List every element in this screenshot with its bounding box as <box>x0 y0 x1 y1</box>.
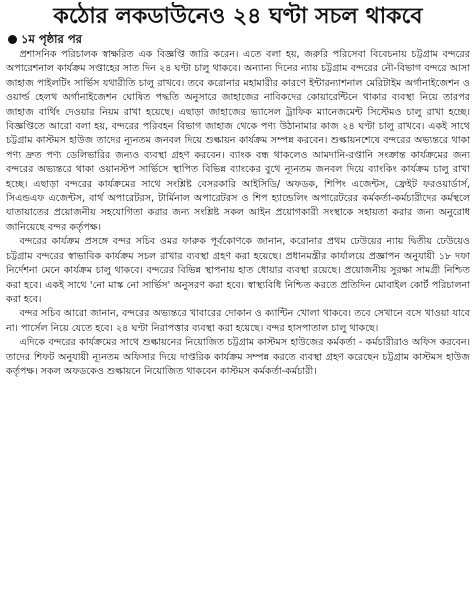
paragraph-port-secretary: বন্দরের কার্যক্রম প্রসঙ্গে বন্দর সচিব ওমর ফারুক পূর্বকোণকে জানান, করোনার প্রথম ঢেউয়ের ন্যায় দ্বিতীয় ঢেউয়েও চট্টগ্রাম বন্দরের স্বাভাবিক কার্যক্রম সচল রাখার ব্যবস্থা গ্রহণ করা হয়েছে। প্রধানমন্ত্রীর কার্যালয়ে প্রজ্ঞাপন অনুযায়ী ১৮ দফা নির্দেশনা মেনে কার্যক্রম চালু থাকবে। বন্দরের বিভিন্ন স্থাপনায় হাত ধোয়ার ব্যবস্থা রয়েছে। প্রয়োজনীয় সুরক্ষা সামগ্রী নিশ্চিত করা হবে। একই সাথে 'নো মাস্ক নো সার্ভিস' অনুসরণ করা হবে। স্বাস্থ্যবিধি নিশ্চিত করতে প্রতিদিন মোবাইল কোর্ট পরিচালনা করা হবে। <box>6 236 470 305</box>
paragraph-canteen: বন্দর সচিব আরো জানান, বন্দরের অভ্যন্তরে খাবারের দোকান ও ক্যান্টিন খোলা থাকবে। তবে সেখানে বসে খাওয়া যাবে না। পার্সেল নিয়ে যেতে হবে। ২৪ ঘণ্টা নিরাপত্তার ব্যবস্থা করা হয়েছে। বন্দর হাসপাতাল চালু থাকছে। <box>6 308 470 334</box>
paragraph-customs: এদিকে বন্দরের কার্যক্রমের সাথে শুল্কায়নের নিয়োজিত চট্টগ্রাম কাস্টমস হাউজের কর্মকর্তা - কর্মচারীরাও অফিস করবেন। তাদের শিফট অনুযায়ী ন্যূনতম অফিসার দিয়ে দাপ্তরিক কার্যক্রম সম্পন্ন করতে ব্যবস্থা গ্রহণ করেছেন চট্টগ্রাম কাস্টমস হাউজ কর্তৃপক্ষ। সকল অফডকেও শুল্কায়নে নিয়োজিত থাকবেন কাস্টমস কর্মকর্তা-কর্মচারী। <box>6 337 470 377</box>
article-headline: কঠোর লকডাউনেও ২৪ ঘণ্টা সচল থাকবে <box>53 4 423 29</box>
article-body <box>6 48 470 379</box>
paragraph-port-notice: প্রশাসনিক পরিচালক স্বাক্ষরিত এক বিজ্ঞপ্তি জারি করেন। এতে বলা হয়, জরুরি পরিসেবা বিবেচনায় চট্টগ্রাম বন্দরের অপারেশনাল কার্যক্রম সপ্তাহের সাত দিন ২৪ ঘণ্টা চালু থাকবে। অন্যান্য দিনের ন্যায় চট্টগ্রাম বন্দরের নৌ-বিভাগ বন্দরে আসা জাহাজ পাইলটিং সার্ভিস যথারীতি চালু রাখবে। তবে করোনার মহামারীর কারণে ইন্টারন্যাশনাল মেরিটাইম অর্গানাইজেশন ও ওয়ার্ল্ড হেলথ অর্গানাইজেশন ঘোষিত পদ্ধতি অনুসারে জাহাজের নাবিকদের কোয়ারেন্টিনে থাকার ব্যবস্থা নিয়ে তারপর জাহাজ বার্থিং দেওয়ার নিয়ম রাখা হয়েছে। এছাড়া জাহাজের ভ্যাসেল ট্রাফিক ম্যানেজমেন্ট সিস্টেমও চালু রাখা হচ্ছে। বিজ্ঞপ্তিতে আরো বলা হয়, বন্দরের পরিবহন বিভাগ জাহাজ থেকে পণ্য উঠানামার কাজ ২৪ ঘণ্টা চালু রাখবে। একই সাথে চট্টগ্রাম কাস্টমস হাউজ তাদের ন্যূনতম জনবল দিয়ে শুল্কায়ন কার্যক্রম সম্পন্ন করবেন। শুল্কায়নশেষে বন্দরের অভ্যন্তরে থাকা পণ্য দ্রুত পণ্য ডেলিভারির জন্যও ব্যবস্থা গ্রহণ করবেন। ব্যাংক বন্ধ থাকলেও আমদানি-রপ্তানি সংক্রান্ত কার্যক্রমের জন্য বন্দরের অভ্যন্তরে থাকা ওয়ানস্টপ সার্ভিসে স্থাপিত বিভিন্ন ব্যাংকের বুথে ন্যূনতম জনবল দিয়ে ব্যাংকিং কার্যক্রম চালু রাখা হচ্ছে। এছাড়া বন্দরের কার্যক্রমের সাথে সংশ্লিষ্ট বেসরকারি আইসিডি/ অফডক, শিপিং এজেন্টস, ফ্রেইট ফরওয়ার্ডার্স, সিএন্ডএফ এজেন্টস, বার্থ অপারেটরস, টার্মিনাল অপারেটরস ও শিপ হ্যান্ডেলিং অপারেটরের কর্মকর্তা-কর্মচারীদের কর্মস্থলে যাতায়াতের প্রয়োজনীয় সহযোগিতা করার জন্য সংশ্লিষ্ট সকল আইন প্রয়োগকারী সংস্থাকে সহায়তা করার জন্য অনুরোধ জানিয়েছে বন্দর কর্তৃপক্ষ। <box>6 49 470 233</box>
continued-from-marker <box>6 32 470 47</box>
bullet-icon <box>8 35 17 44</box>
continued-from-label: ১ম পৃষ্ঠার পর <box>21 32 82 46</box>
